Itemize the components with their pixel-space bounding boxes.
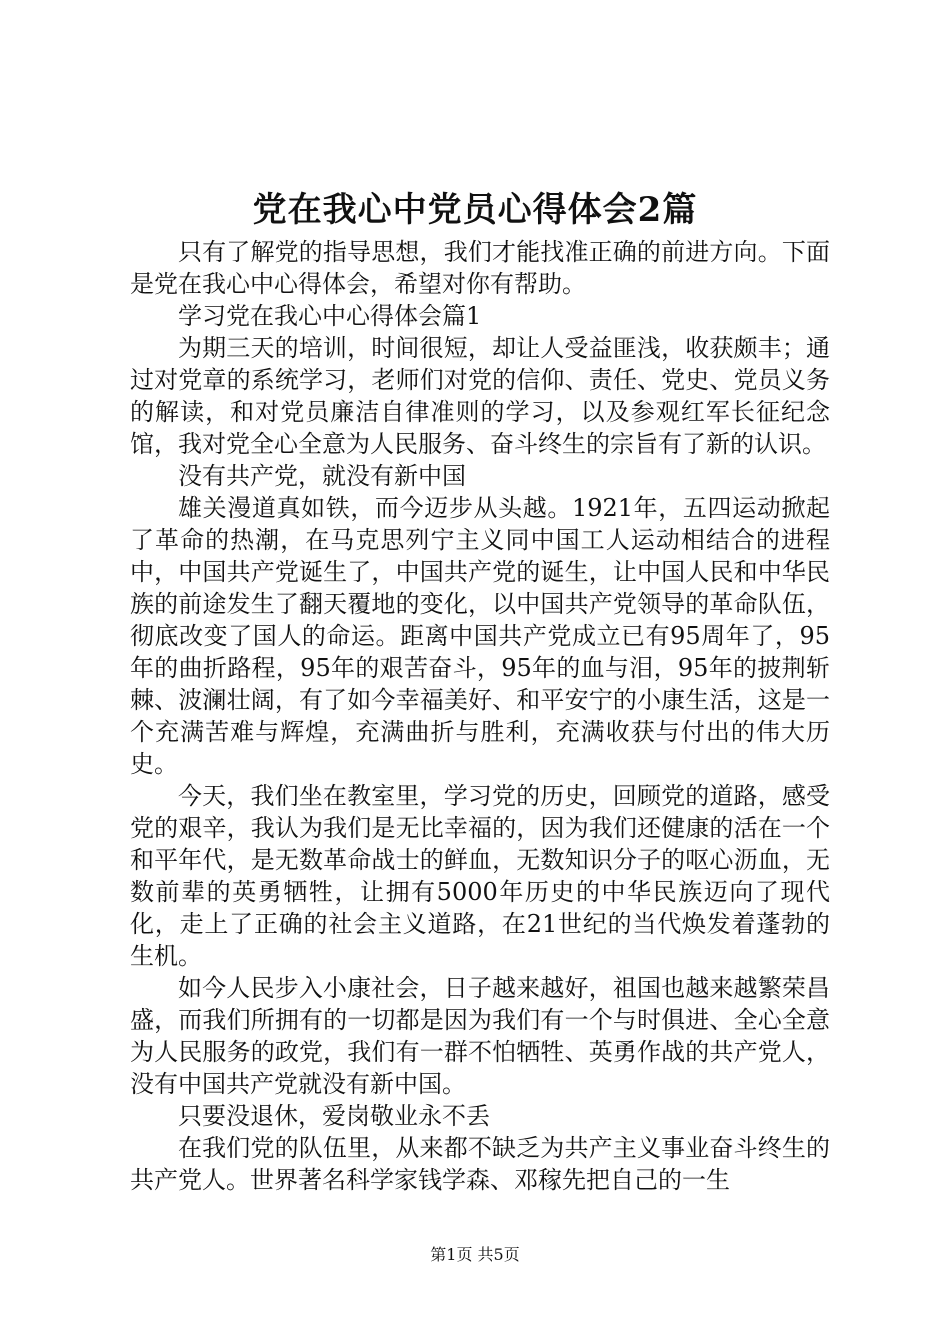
subheading-no-party-no-china: 没有共产党，就没有新中国: [178, 462, 466, 490]
document-title: 党在我心中党员心得体会2篇: [252, 190, 698, 230]
paragraph-history: 雄关漫道真如铁，而今迈步从头越。1921年，五四运动掀起了革命的热潮，在马克思列宁主义同中国工人运动相结合的进程中，中国共产党诞生了，中国共产党的诞生，让中国人民和中华民族的前途发生了翻天覆地的变化，以中国共产党领导的革命队伍，彻底改变了国人的命运。距离中国共产党成立已有95周年了，95年的曲折路程，95年的艰苦奋斗，95年的血与泪，95年的披荆斩棘、波澜壮阔，有了如今幸福美好、和平安宁的小康生活，这是一个充满苦难与辉煌，充满曲折与胜利，充满收获与付出的伟大历史。: [130, 494, 830, 778]
section-heading-1: 学习党在我心中心得体会篇1: [178, 302, 482, 330]
paragraph-prosperity: 如今人民步入小康社会，日子越来越好，祖国也越来越繁荣昌盛，而我们所拥有的一切都是因为我们有一个与时俱进、全心全意为人民服务的政党，我们有一群不怕牺牲、英勇作战的共产党人，没有中国共产党就没有新中国。: [130, 974, 830, 1098]
paragraph-training: 为期三天的培训，时间很短，却让人受益匪浅，收获颇丰；通过对党章的系统学习，老师们对党的信仰、责任、党史、党员义务的解读，和对党员廉洁自律准则的学习，以及参观红军长征纪念馆，我对党全心全意为人民服务、奋斗终生的宗旨有了新的认识。: [130, 334, 830, 458]
page-number-footer: 第1页 共5页: [430, 1245, 520, 1264]
paragraph-intro: 只有了解党的指导思想，我们才能找准正确的前进方向。下面是党在我心中心得体会，希望对你有帮助。: [130, 238, 830, 298]
document-body: [130, 236, 830, 1196]
paragraph-scientists: 在我们党的队伍里，从来都不缺乏为共产主义事业奋斗终生的共产党人。世界著名科学家钱学森、邓稼先把自己的一生: [130, 1134, 830, 1194]
subheading-dedication: 只要没退休，爱岗敬业永不丢: [178, 1102, 490, 1130]
paragraph-today: 今天，我们坐在教室里，学习党的历史，回顾党的道路，感受党的艰辛，我认为我们是无比幸福的，因为我们还健康的活在一个和平年代，是无数革命战士的鲜血，无数知识分子的呕心沥血，无数前辈的英勇牺牲，让拥有5000年历史的中华民族迈向了现代化，走上了正确的社会主义道路，在21世纪的当代焕发着蓬勃的生机。: [130, 782, 830, 970]
